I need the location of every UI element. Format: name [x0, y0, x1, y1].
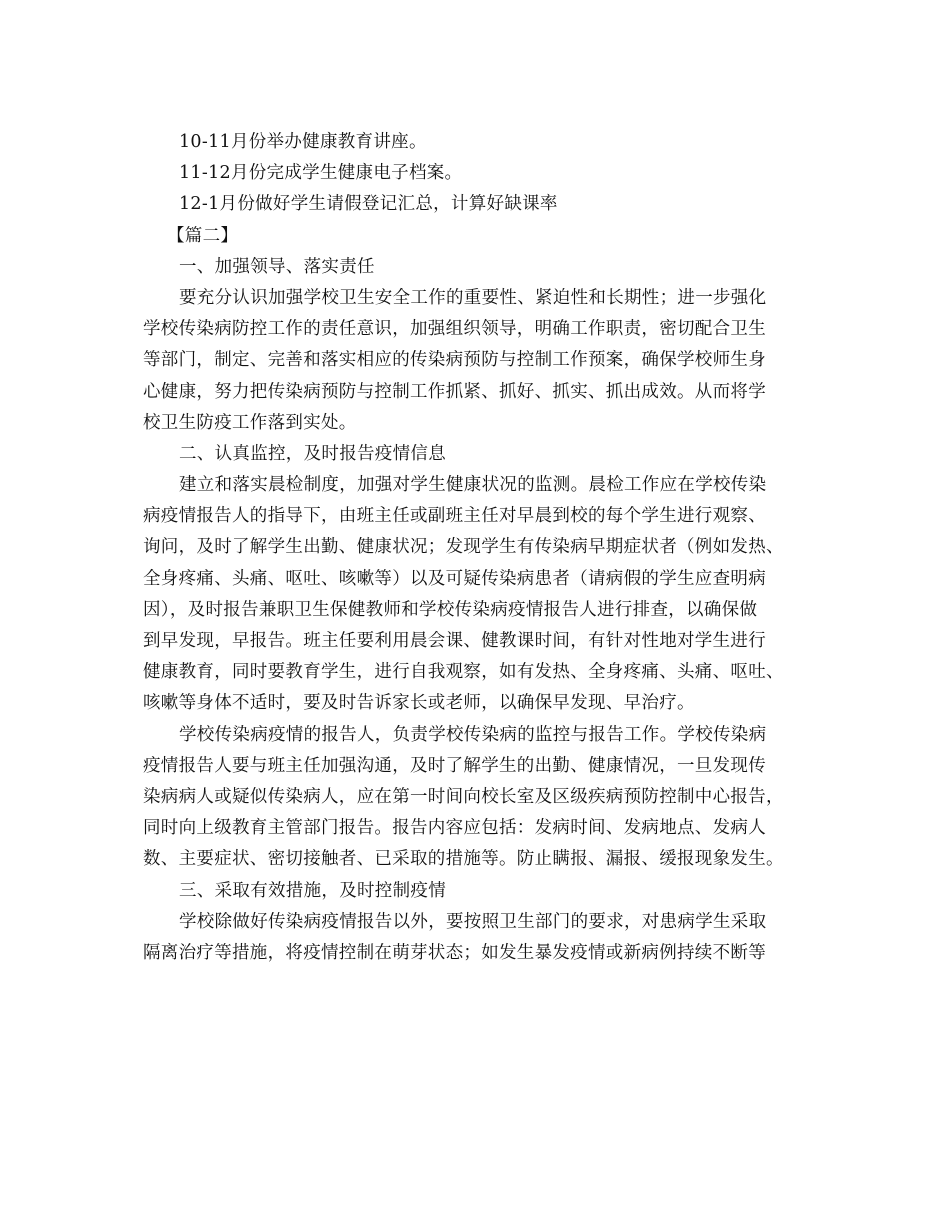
text-line: 建立和落实晨检制度，加强对学生健康状况的监测。晨检工作应在学校传染 — [179, 475, 767, 496]
text-line: 疫情报告人要与班主任加强沟通，及时了解学生的出勤、健康情况，一旦发现传 — [143, 755, 766, 776]
text-line: 询问，及时了解学生出勤、健康状况；发现学生有传染病早期症状者（例如发热、 — [143, 537, 784, 558]
text-line: 因），及时报告兼职卫生保健教师和学校传染病疫情报告人进行排查，以确保做 — [143, 599, 758, 620]
text-line: 12-1月份做好学生请假登记汇总，计算好缺课率 — [179, 194, 558, 215]
text-line: 病疫情报告人的指导下，由班主任或副班主任对早晨到校的每个学生进行观察、 — [143, 506, 766, 527]
text-line: 10-11月份举办健康教育讲座。 — [179, 132, 427, 152]
text-line: 隔离治疗等措施，将疫情控制在萌芽状态；如发生暴发疫情或新病例持续不断等 — [143, 942, 766, 963]
text-line: 心健康，努力把传染病预防与控制工作抓紧、抓好、抓实、抓出成效。从而将学 — [143, 381, 766, 402]
text-line: 三、采取有效措施，及时控制疫情 — [179, 880, 446, 901]
text-line: 全身疼痛、头痛、呕吐、咳嗽等）以及可疑传染病患者（请病假的学生应查明病 — [143, 568, 766, 589]
section-heading: 【篇二】 — [167, 225, 239, 246]
text-line: 学校除做好传染病疫情报告以外，要按照卫生部门的要求，对患病学生采取 — [179, 911, 767, 932]
text-line: 学校传染病疫情的报告人，负责学校传染病的监控与报告工作。学校传染病 — [179, 724, 767, 745]
text-line: 二、认真监控，及时报告疫情信息 — [179, 443, 446, 464]
text-line: 学校传染病防控工作的责任意识，加强组织领导，明确工作职责，密切配合卫生 — [143, 319, 766, 340]
text-line: 染病病人或疑似传染病人，应在第一时间向校长室及区级疾病预防控制中心报告， — [143, 786, 784, 807]
document-body — [143, 127, 813, 969]
text-line: 等部门，制定、完善和落实相应的传染病预防与控制工作预案，确保学校师生身 — [143, 350, 766, 371]
text-line: 11-12月份完成学生健康电子档案。 — [179, 163, 463, 184]
text-line: 同时向上级教育主管部门报告。报告内容应包括：发病时间、发病地点、发病人 — [143, 818, 766, 839]
text-line: 咳嗽等身体不适时，要及时告诉家长或老师，以确保早发现、早治疗。 — [143, 693, 695, 714]
text-line: 要充分认识加强学校卫生安全工作的重要性、紧迫性和长期性；进一步强化 — [179, 287, 767, 308]
text-line: 数、主要症状、密切接触者、已采取的措施等。防止瞒报、漏报、缓报现象发生。 — [143, 849, 784, 870]
text-line: 到早发现，早报告。班主任要利用晨会课、健教课时间，有针对性地对学生进行 — [143, 631, 766, 651]
text-line: 校卫生防疫工作落到实处。 — [143, 412, 357, 433]
text-line: 健康教育，同时要教育学生，进行自我观察，如有发热、全身疼痛、头痛、呕吐、 — [143, 662, 784, 683]
text-line: 一、加强领导、落实责任 — [179, 256, 375, 277]
